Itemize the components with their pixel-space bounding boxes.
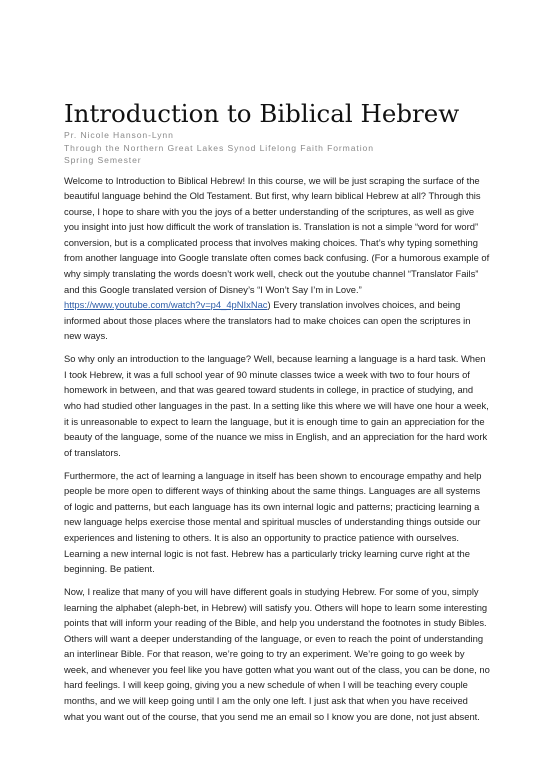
paragraph-welcome-text: Welcome to Introduction to Biblical Hebrew! In this course, we will be just scraping the surface of the beautiful language behind the Old Testament. But first, why learn biblical Hebrew at all? Through this course, I hope to share with you the joys of a better understanding of the scriptures, as well as give you insight into just how difficult the work of translation is. Translation is not a simple “word for word” conversion, but is a complicated process that involves making choices. That’s why typing something from another language into Google translate often comes back confusing. (For a humorous example of why simply translating the words doesn’t work well, check out the youtube channel “Translator Fails” and this Google translated version of Disney’s “I Won’t Say I’m in Love.” (64, 174, 490, 295)
document-body (64, 173, 490, 725)
youtube-link[interactable]: https://www.youtube.com/watch?v=p4_4pNIxNac (64, 299, 268, 311)
document-title: Introduction to Biblical Hebrew (64, 99, 460, 128)
organization-line: Through the Northern Great Lakes Synod Lifelong Faith Formation (64, 142, 374, 153)
paragraph-welcome-text-end: ) Every translation involves choices, and being informed about those places where the translators had to make choices can open the scriptures in new ways. (64, 299, 471, 342)
paragraph-goals: Now, I realize that many of you will have different goals in studying Hebrew. For some of you, simply learning the alphabet (aleph-bet, in Hebrew) will satisfy you. Others will hope to learn some interesting points that will inform your reading of the Bible, and help you understand the footnotes in study Bibles. Others will want a deeper understanding of the language, or even to reach the point of understanding an interlinear Bible. For that reason, we’re going to try an experiment. We’re going to go week by week, and whenever you feel like you have gotten what you want out of the class, you can be done, no hard feelings. I will keep going, giving you a new schedule of when I will be teaching every couple months, and we will keep going until I am the only one left. I just ask that when you have received what you want out of the course, that you send me an email so I know you are done, not just absent. (64, 585, 490, 722)
paragraph-empathy: Furthermore, the act of learning a language in itself has been shown to encourage empathy and help people be more open to different ways of thinking about the same things. Languages are all systems of logic and patterns, but each language has its own internal logic and patterns; practicing learning a new language helps exercise those mental and spiritual muscles of understanding things outside our experiences and listening to others. It is also an opportunity to practice patience with ourselves. Learning a new internal logic is not fast. Hebrew has a particularly tricky learning curve right at the beginning. Be patient. (64, 469, 482, 575)
author-line: Pr. Nicole Hanson-Lynn (64, 130, 174, 140)
term-line: Spring Semester (64, 155, 142, 165)
paragraph-why-introduction: So why only an introduction to the language? Well, because learning a language is a hard task. When I took Hebrew, it was a full school year of 90 minute classes twice a week with two to four hours of homework in between, and that was geared toward students in college, in practice of studying, and who had studied other languages in the past. In a setting like this where we will have one hour a week, it is unreasonable to expect to learn the language, but it is enough time to gain an appreciation for the beauty of the language, some of the nuance we miss in English, and an appreciation for the hard work of translators. (64, 353, 489, 458)
document-content (64, 100, 490, 731)
paragraph-welcome (64, 173, 490, 345)
